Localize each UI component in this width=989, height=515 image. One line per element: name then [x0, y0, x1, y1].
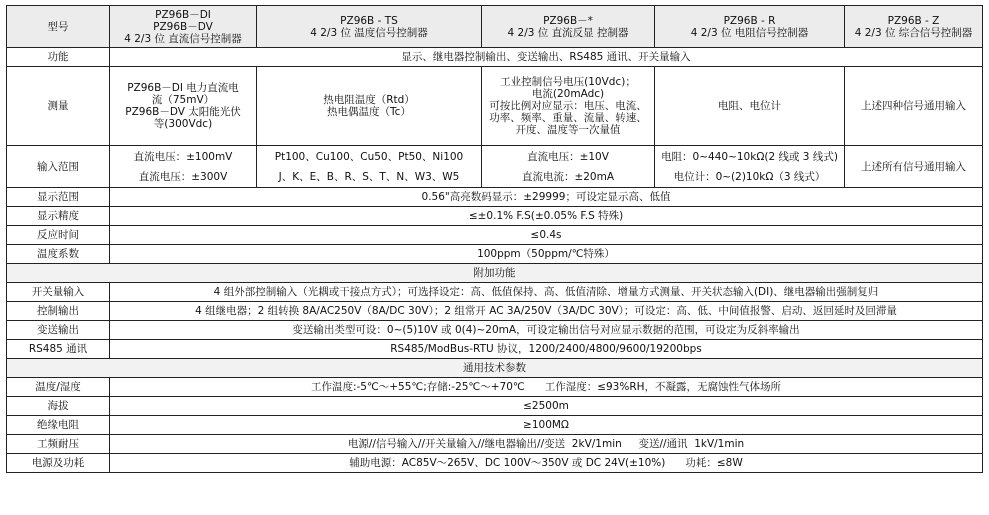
input-line: 电阻：0~440~10kΩ(2 线或 3 线式): [661, 150, 838, 163]
row-value: ≤2500m: [110, 397, 983, 416]
input-cell-dc: [110, 146, 257, 188]
row-label: 反应时间: [7, 226, 110, 245]
measure-line: PZ96B－DV 太阳能光伏: [125, 106, 241, 118]
function-row: [7, 48, 983, 67]
measure-cell-dc: [110, 67, 257, 146]
spec-row: [7, 302, 983, 321]
section-title: 通用技术参数: [7, 359, 983, 378]
input-line: 直流电压：±10V: [527, 150, 609, 163]
row-label: 温度/湿度: [7, 378, 110, 397]
spec-row: [7, 283, 983, 302]
spec-row: [7, 321, 983, 340]
measure-cell-z: [845, 67, 983, 146]
row-value: 工作温度:-5℃～+55℃;存储:-25℃～+70℃ 工作湿度：≤93%RH，不凝露，无腐蚀性气体场所: [110, 378, 983, 397]
spec-row: [7, 226, 983, 245]
row-label: 工频耐压: [7, 435, 110, 454]
measure-row: [7, 67, 983, 146]
model-z: [845, 6, 983, 48]
spec-row: [7, 378, 983, 397]
section-row-general: [7, 359, 983, 378]
measure-line: 等(300Vdc): [153, 118, 213, 130]
row-label: 海拔: [7, 397, 110, 416]
row-value: 电源//信号输入//开关量输入//继电器输出//变送 2kV/1min 变送//通讯 1kV/1min: [110, 435, 983, 454]
row-value: RS485/ModBus-RTU 协议，1200/2400/4800/9600/19200bps: [110, 340, 983, 359]
input-cell-r: [655, 146, 845, 188]
measure-line: 可按比例对应显示：电压、电流、: [489, 100, 647, 112]
model-ts-line: 4 2/3 位 温度信号控制器: [310, 26, 428, 39]
row-label: 开关量输入: [7, 283, 110, 302]
input-line: Pt100、Cu100、Cu50、Pt50、Ni100: [274, 150, 464, 163]
row-label: 显示精度: [7, 207, 110, 226]
row-value: 0.56"高亮数码显示：±29999；可设定显示高、低值: [110, 188, 983, 207]
model-z-line: PZ96B - Z: [887, 14, 940, 27]
spec-row: [7, 207, 983, 226]
section-row-aux: [7, 264, 983, 283]
row-label: 变送输出: [7, 321, 110, 340]
row-value: 变送输出类型可设：0~(5)10V 或 0(4)~20mA，可设定输出信号对应显示数据的范围，可设定为反斜率输出: [110, 321, 983, 340]
input-cell-ts: [257, 146, 482, 188]
measure-line: 开度、温度等一次量值: [515, 124, 621, 136]
model-reverse-line: 4 2/3 位 直流反显 控制器: [507, 26, 629, 39]
row-label: 电源及功耗: [7, 454, 110, 473]
row-value: 100ppm（50ppm/℃特殊）: [110, 245, 983, 264]
row-label: 输入范围: [7, 146, 110, 188]
row-value: 显示、继电器控制输出、变送输出、RS485 通讯、开关量输入: [110, 48, 983, 67]
measure-cell-ts: [257, 67, 482, 146]
input-line: 直流电压：±300V: [138, 170, 228, 183]
measure-cell-reverse: [482, 67, 655, 146]
measure-line: 功率、频率、重量、流量、转速、: [489, 112, 647, 124]
row-label: 显示范围: [7, 188, 110, 207]
measure-line: PZ96B－DI 电力直流电: [127, 82, 239, 94]
spec-row: [7, 454, 983, 473]
spec-row: [7, 340, 983, 359]
header-row: [7, 6, 983, 48]
row-label: 功能: [7, 48, 110, 67]
row-value: ≤±0.1% F.S(±0.05% F.S 特殊): [110, 207, 983, 226]
spec-table-container: [6, 5, 983, 473]
measure-line: 工业控制信号电压(10Vdc)；: [500, 76, 636, 88]
measure-line: 电阻、电位计: [718, 100, 781, 112]
input-line: 上述所有信号通用输入: [861, 160, 966, 173]
header-label: 型号: [7, 6, 110, 48]
row-label: RS485 通讯: [7, 340, 110, 359]
row-label: 控制输出: [7, 302, 110, 321]
input-range-row: [7, 146, 983, 188]
spec-row: [7, 397, 983, 416]
measure-line: 流（75mV）: [151, 94, 215, 106]
input-cell-reverse: [482, 146, 655, 188]
row-label: 绝缘电阻: [7, 416, 110, 435]
input-line: J、K、E、B、R、S、T、N、W3、W5: [278, 170, 460, 183]
model-dc-line: PZ96B－DV: [153, 20, 213, 33]
model-dc-line: 4 2/3 位 直流信号控制器: [124, 32, 242, 45]
spec-table: [6, 5, 983, 473]
measure-line: 热电偶温度（Tc）: [327, 106, 411, 118]
row-label: 测量: [7, 67, 110, 146]
model-ts: [257, 6, 482, 48]
input-line: 直流电压：±100mV: [133, 150, 233, 163]
model-reverse-line: PZ96B－*: [543, 14, 593, 27]
input-line: 电位计：0~(2)10kΩ（3 线式）: [673, 170, 826, 183]
row-label: 温度系数: [7, 245, 110, 264]
spec-row: [7, 435, 983, 454]
section-title: 附加功能: [7, 264, 983, 283]
measure-cell-r: [655, 67, 845, 146]
model-dc-line: PZ96B－DI: [155, 8, 211, 21]
measure-line: 热电阻温度（Rtd）: [323, 94, 415, 106]
measure-line: 电流(20mAdc): [531, 88, 605, 100]
model-z-line: 4 2/3 位 综合信号控制器: [854, 26, 973, 39]
model-reverse: [482, 6, 655, 48]
model-dc: [110, 6, 257, 48]
row-value: 4 组外部控制输入（光耦或干接点方式）；可选择设定：高、低值保持、高、低值清除、增量方式测量、开关状态输入(DI)、继电器输出强制复归: [110, 283, 983, 302]
row-value: ≤0.4s: [110, 226, 983, 245]
spec-row: [7, 245, 983, 264]
model-r-line: PZ96B - R: [723, 14, 776, 27]
measure-line: 上述四种信号通用输入: [861, 100, 966, 112]
model-ts-line: PZ96B - TS: [340, 14, 398, 27]
spec-row: [7, 416, 983, 435]
row-value: 4 组继电器；2 组转换 8A/AC250V（8A/DC 30V）；2 组常开 AC 3A/250V（3A/DC 30V）；可设定：高、低、中间值报警、启动、返回延时及回滞量: [110, 302, 983, 321]
row-value: ≥100MΩ: [110, 416, 983, 435]
model-r: [655, 6, 845, 48]
row-value: 辅助电源：AC85V～265V、DC 100V～350V 或 DC 24V(±10%) 功耗：≤8W: [110, 454, 983, 473]
spec-row: [7, 188, 983, 207]
input-cell-z: [845, 146, 983, 188]
model-r-line: 4 2/3 位 电阻信号控制器: [690, 26, 809, 39]
input-line: 直流电流：±20mA: [521, 170, 615, 183]
